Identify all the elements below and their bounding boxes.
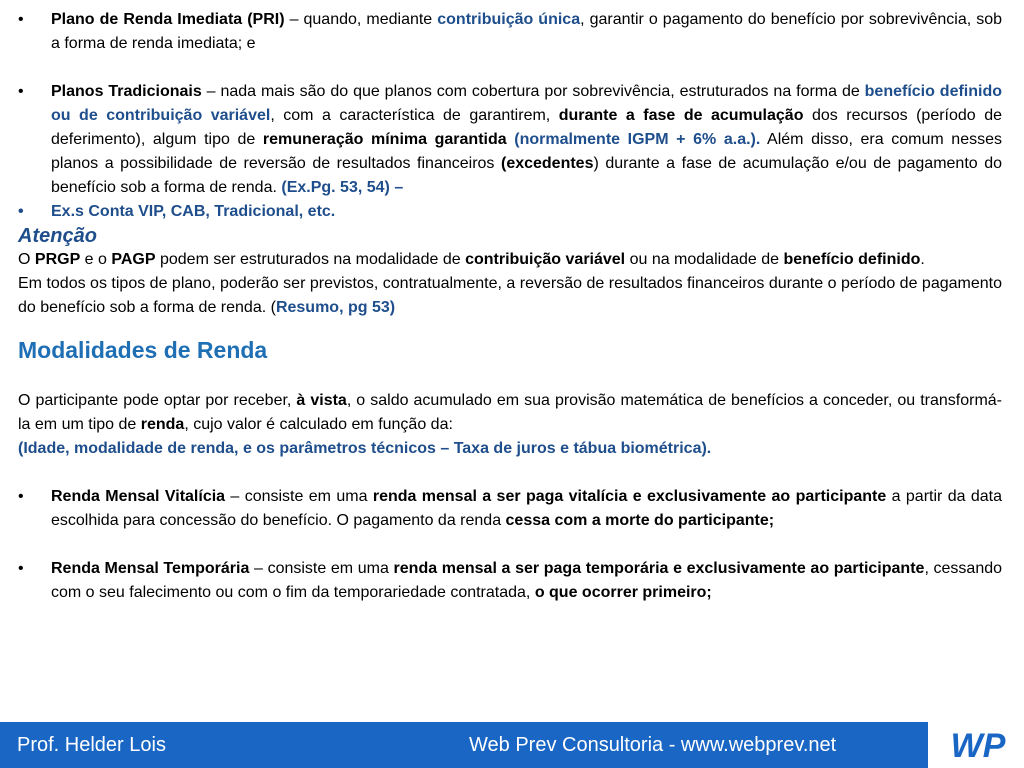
- vitalicia-title: Renda Mensal Vitalícia: [51, 488, 226, 505]
- footer-author: Prof. Helder Lois: [17, 734, 166, 756]
- attn-p2-reference: Resumo, pg 53): [275, 299, 396, 316]
- tradicionais-bold-3: remuneração mínima garantida: [262, 131, 507, 148]
- vitalicia-text-1: – consiste em uma: [225, 488, 373, 505]
- attn-p1-bold-4: benefício definido: [783, 251, 921, 268]
- logo-text: WP: [950, 727, 1006, 764]
- slide-content: [18, 8, 1002, 605]
- tradicionais-reference: (Ex.Pg. 53, 54) –: [281, 179, 404, 196]
- attn-p1-prgp: PRGP: [34, 251, 81, 268]
- intro-bold-2: renda: [140, 416, 185, 433]
- pri-title: Plano de Renda Imediata (PRI): [51, 11, 285, 28]
- attn-p2-text-1: Em todos os tipos de plano, poderão ser previstos, contratualmente, a reversão de resultados financeiros durante o período de pagamento do benefício sob a forma de renda. (: [18, 275, 1002, 316]
- attn-p1-pagp: PAGP: [111, 251, 156, 268]
- vitalicia-text-2: a partir da data escolhida para concessão do benefício. O pagamento da renda: [51, 488, 1003, 529]
- intro-note: (Idade, modalidade de renda, e os parâmetros técnicos – Taxa de juros e tábua biométrica).: [18, 440, 712, 457]
- tradicionais-text-1: – nada mais são do que planos com cobertura por sobrevivência, estruturados na forma de: [201, 83, 865, 100]
- tradicionais-highlight-1: benefício definido ou de contribuição variável: [51, 83, 1003, 124]
- attn-p1-text-3: podem ser estruturados na modalidade de: [155, 251, 466, 268]
- section-title: Modalidades de Renda: [18, 337, 268, 363]
- attn-p1-bold-3: contribuição variável: [465, 251, 626, 268]
- intro-bold-1: à vista: [296, 392, 347, 409]
- vitalicia-bold-1: renda mensal a ser paga vitalícia e exclusivamente ao participante: [372, 488, 887, 505]
- temporaria-title: Renda Mensal Temporária: [51, 560, 250, 577]
- pri-text-1: – quando, mediante: [284, 11, 438, 28]
- tradicionais-text-5: ) durante a fase de acumulação e/ou de pagamento do benefício sob a forma de renda.: [51, 155, 1003, 196]
- attn-p1-text-4: ou na modalidade de: [625, 251, 784, 268]
- intro-text-1: O participante pode optar por receber,: [18, 392, 297, 409]
- webprev-logo-icon: [934, 726, 1022, 764]
- tradicionais-bold-2: durante a fase de acumulação: [558, 107, 804, 124]
- pri-highlight: contribuição única: [437, 11, 581, 28]
- attn-p1-text-1: O: [18, 251, 35, 268]
- temporaria-text-2: , cessando com o seu falecimento ou com o fim da temporariedade contratada,: [51, 560, 1003, 601]
- attention-paragraph-2: [18, 272, 1002, 320]
- attention-paragraph-1: [18, 248, 1002, 272]
- bullet-temporaria: [18, 557, 1002, 605]
- bullet-tradicionais: [18, 80, 1002, 200]
- temporaria-text-1: – consiste em uma: [249, 560, 394, 577]
- tradicionais-text-3: dos recursos (período de deferimento), algum tipo de: [51, 107, 1002, 148]
- bullet-examples: • Ex.s Conta VIP, CAB, Tradicional, etc.: [18, 200, 1002, 224]
- temporaria-bold-2: o que ocorrer primeiro;: [534, 584, 712, 601]
- bullet-pri: [18, 8, 1002, 56]
- attn-p1-text-5: .: [920, 251, 925, 268]
- webprev-logo: [926, 722, 1024, 768]
- footer-company: Web Prev Consultoria - www.webprev.net: [469, 734, 837, 756]
- tradicionais-bold-5: (excedentes: [500, 155, 594, 172]
- attn-p1-text-2: e o: [80, 251, 112, 268]
- tradicionais-text-2: , com a característica de garantirem,: [270, 107, 559, 124]
- pri-text-2: , garantir o pagamento do benefício por sobrevivência, sob a forma de renda imediata; e: [51, 11, 1002, 52]
- footer-bar: [0, 722, 1024, 768]
- temporaria-bold-1: renda mensal a ser paga temporária e exclusivamente ao participante: [393, 560, 925, 577]
- tradicionais-highlight-4: (normalmente IGPM + 6% a.a.).: [506, 131, 761, 148]
- intro-text-3: , cujo valor é calculado em função da:: [184, 416, 453, 433]
- vitalicia-bold-2: cessa com a morte do participante;: [505, 512, 775, 529]
- tradicionais-text-4: Além disso, era comum nesses planos a possibilidade de reversão de resultados financeiros: [51, 131, 1003, 172]
- tradicionais-title: Planos Tradicionais: [51, 83, 202, 100]
- attention-heading: Atenção: [18, 225, 97, 247]
- intro-text-2: , o saldo acumulado em sua provisão matemática de benefícios a conceder, ou transformá-la em um tipo de: [18, 392, 1002, 433]
- intro-paragraph: [18, 389, 1002, 437]
- bullet-vitalicia: [18, 485, 1002, 533]
